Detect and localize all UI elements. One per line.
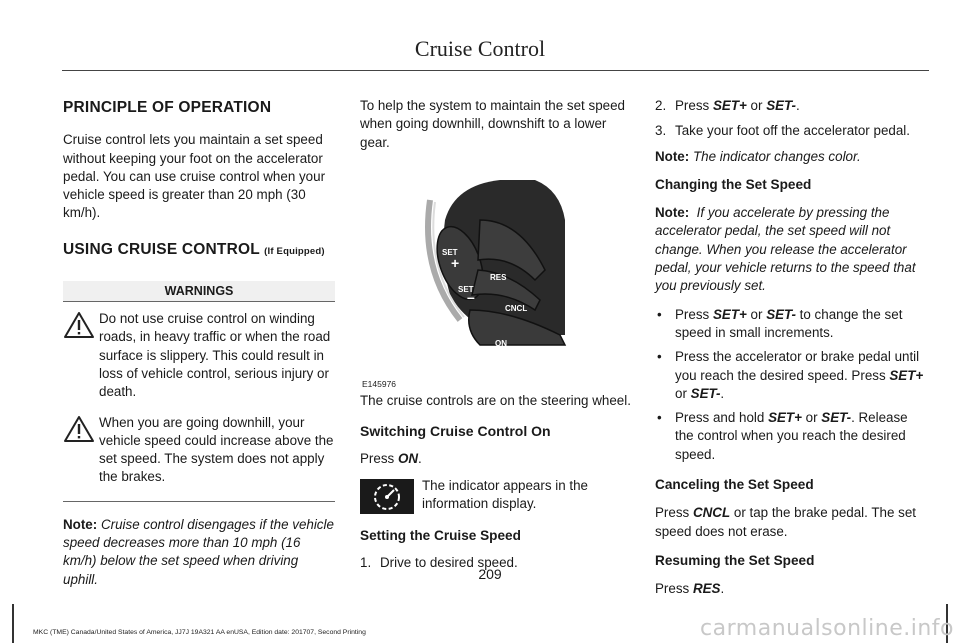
warning-item bbox=[63, 310, 335, 401]
heading-principle-of-operation: PRINCIPLE OF OPERATION bbox=[63, 99, 272, 116]
steps-list-continued bbox=[655, 97, 929, 141]
cancel-cncl: CNCL bbox=[692, 505, 731, 521]
heading-setting-speed: Setting the Cruise Speed bbox=[360, 527, 521, 543]
b1-setminus: SET- bbox=[766, 306, 796, 322]
page-number: 209 bbox=[478, 566, 502, 582]
label-res: RES bbox=[490, 272, 507, 282]
heading-resuming-speed: Resuming the Set Speed bbox=[655, 552, 815, 568]
watermark: carmanualsonline.info bbox=[700, 616, 954, 641]
label-off: OFF bbox=[528, 352, 544, 362]
change-speed-bullets bbox=[655, 306, 929, 464]
figure-code: E145976 bbox=[362, 378, 397, 389]
paragraph-controls-location: The cruise controls are on the steering wheel. bbox=[360, 392, 631, 408]
step2-setplus: SET+ bbox=[712, 98, 747, 113]
list-item bbox=[655, 306, 929, 343]
steering-wheel-controls-figure bbox=[360, 160, 632, 389]
paragraph-principle: Cruise control lets you maintain a set speed without keeping your foot on the accelerator pedal. You can use cruise control when your vehicle speed is greater than 20 mph (30 km/h). bbox=[63, 132, 326, 221]
b1c: or bbox=[746, 306, 767, 322]
warnings-box bbox=[63, 281, 335, 502]
heading-canceling-speed: Canceling the Set Speed bbox=[655, 477, 814, 493]
warnings-title: WARNINGS bbox=[63, 281, 335, 302]
paragraph-downshift: To help the system to maintain the set speed when going downhill, downshift to a lower gear. bbox=[360, 98, 625, 150]
minus-symbol: – bbox=[467, 288, 475, 305]
column-middle bbox=[360, 97, 632, 579]
cancel-c: or tap the brake pedal. The set speed does not erase. bbox=[655, 505, 917, 539]
step-number: 3. bbox=[655, 123, 667, 139]
warning-triangle-icon bbox=[63, 311, 95, 339]
note-label: Note: bbox=[655, 148, 690, 164]
list-item bbox=[655, 97, 929, 115]
step2-a: Press bbox=[675, 98, 713, 113]
heading-using-cruise-control bbox=[63, 241, 335, 261]
warning-item bbox=[63, 414, 335, 487]
b3e: . Release the control when you reach the desired speed. bbox=[675, 410, 908, 462]
label-on: ON bbox=[495, 338, 507, 348]
heading-changing-speed: Changing the Set Speed bbox=[655, 176, 812, 192]
b2-setplus: SET+ bbox=[889, 367, 924, 383]
list-item bbox=[655, 122, 929, 140]
cruise-control-switch-illustration bbox=[360, 160, 632, 389]
b3a: Press and hold bbox=[675, 410, 769, 426]
b2-setminus: SET- bbox=[690, 385, 721, 401]
b2a: Press the accelerator or brake pedal until you reach the desired speed. Press bbox=[675, 349, 920, 383]
step-number: 1. bbox=[360, 555, 372, 571]
resume-c: . bbox=[720, 581, 725, 597]
note-indicator-text: The indicator changes color. bbox=[692, 148, 861, 164]
heading-using-cruise-control-text: USING CRUISE CONTROL bbox=[63, 240, 260, 258]
press-on-suffix: . bbox=[418, 451, 422, 467]
list-item bbox=[655, 409, 929, 464]
column-left bbox=[63, 99, 335, 600]
indicator-text: The indicator appears in the information display. bbox=[422, 477, 588, 512]
b1a: Press bbox=[675, 306, 713, 322]
label-set-bottom: SET bbox=[458, 284, 474, 294]
note-indicator-color bbox=[655, 148, 929, 166]
press-on-line bbox=[360, 450, 632, 468]
indicator-row bbox=[360, 477, 632, 513]
b2c: or bbox=[675, 385, 691, 401]
note-accelerate-text: If you accelerate by pressing the accelerator pedal, the set speed will not change. When you release the accelerator pedal, your vehicle returns to the speed that you previously set. bbox=[655, 205, 916, 294]
cancel-a: Press bbox=[655, 505, 693, 521]
header-divider bbox=[62, 70, 929, 71]
step-text: Take your foot off the accelerator pedal. bbox=[675, 123, 910, 139]
if-equipped-label: (If Equipped) bbox=[264, 245, 325, 257]
step-number: 2. bbox=[655, 98, 667, 113]
warning-text-2: When you are going downhill, your vehicle speed could increase above the set speed. The system does not apply the brakes. bbox=[99, 414, 334, 485]
note-label: Note: bbox=[655, 205, 690, 221]
resume-a: Press bbox=[655, 581, 693, 597]
b2e: . bbox=[720, 385, 725, 401]
heading-switching-on: Switching Cruise Control On bbox=[360, 423, 551, 440]
press-on-prefix: Press bbox=[360, 451, 398, 467]
b1-setplus: SET+ bbox=[712, 306, 747, 322]
note-accelerate bbox=[655, 204, 929, 295]
b3-setminus: SET- bbox=[821, 410, 852, 426]
crop-mark-left bbox=[12, 604, 14, 643]
page-header-title: Cruise Control bbox=[414, 36, 546, 61]
warning-text bbox=[63, 310, 335, 401]
step-text: Drive to desired speed. bbox=[380, 555, 518, 571]
plus-symbol: + bbox=[451, 254, 460, 271]
column-right bbox=[655, 97, 929, 610]
b1e: to change the set speed in small increments. bbox=[675, 306, 903, 340]
list-item bbox=[655, 348, 929, 403]
edition-footer: MKC (TME) Canada/United States of America, JJ7J 19A321 AA enUSA, Edition date: 201707, Second Printing bbox=[33, 629, 366, 636]
step2-c: or bbox=[746, 98, 767, 113]
note-label: Note: bbox=[63, 516, 98, 532]
warning-text bbox=[63, 414, 335, 487]
step2-setminus: SET- bbox=[766, 98, 796, 113]
cruise-indicator-icon bbox=[360, 479, 414, 514]
b3-setplus: SET+ bbox=[768, 410, 802, 426]
cancel-line bbox=[655, 504, 929, 541]
label-set-top: SET bbox=[442, 247, 458, 257]
resume-res: RES bbox=[692, 581, 721, 597]
press-on-key: ON bbox=[397, 451, 419, 467]
warning-triangle-icon bbox=[63, 415, 95, 443]
warnings-bottom-rule bbox=[63, 501, 335, 502]
warning-text-1: Do not use cruise control on winding roads, in heavy traffic or when the road surface is slippery. This could result in loss of vehicle control, serious injury or death. bbox=[99, 311, 331, 400]
step2-e: . bbox=[795, 98, 800, 113]
label-cncl: CNCL bbox=[505, 303, 528, 313]
resume-line bbox=[655, 580, 929, 598]
note-uphill-text: Cruise control disengages if the vehicle speed decreases more than 10 mph (16 km/h) below the set speed when driving uphill. bbox=[63, 516, 334, 587]
b3c: or bbox=[801, 410, 822, 426]
